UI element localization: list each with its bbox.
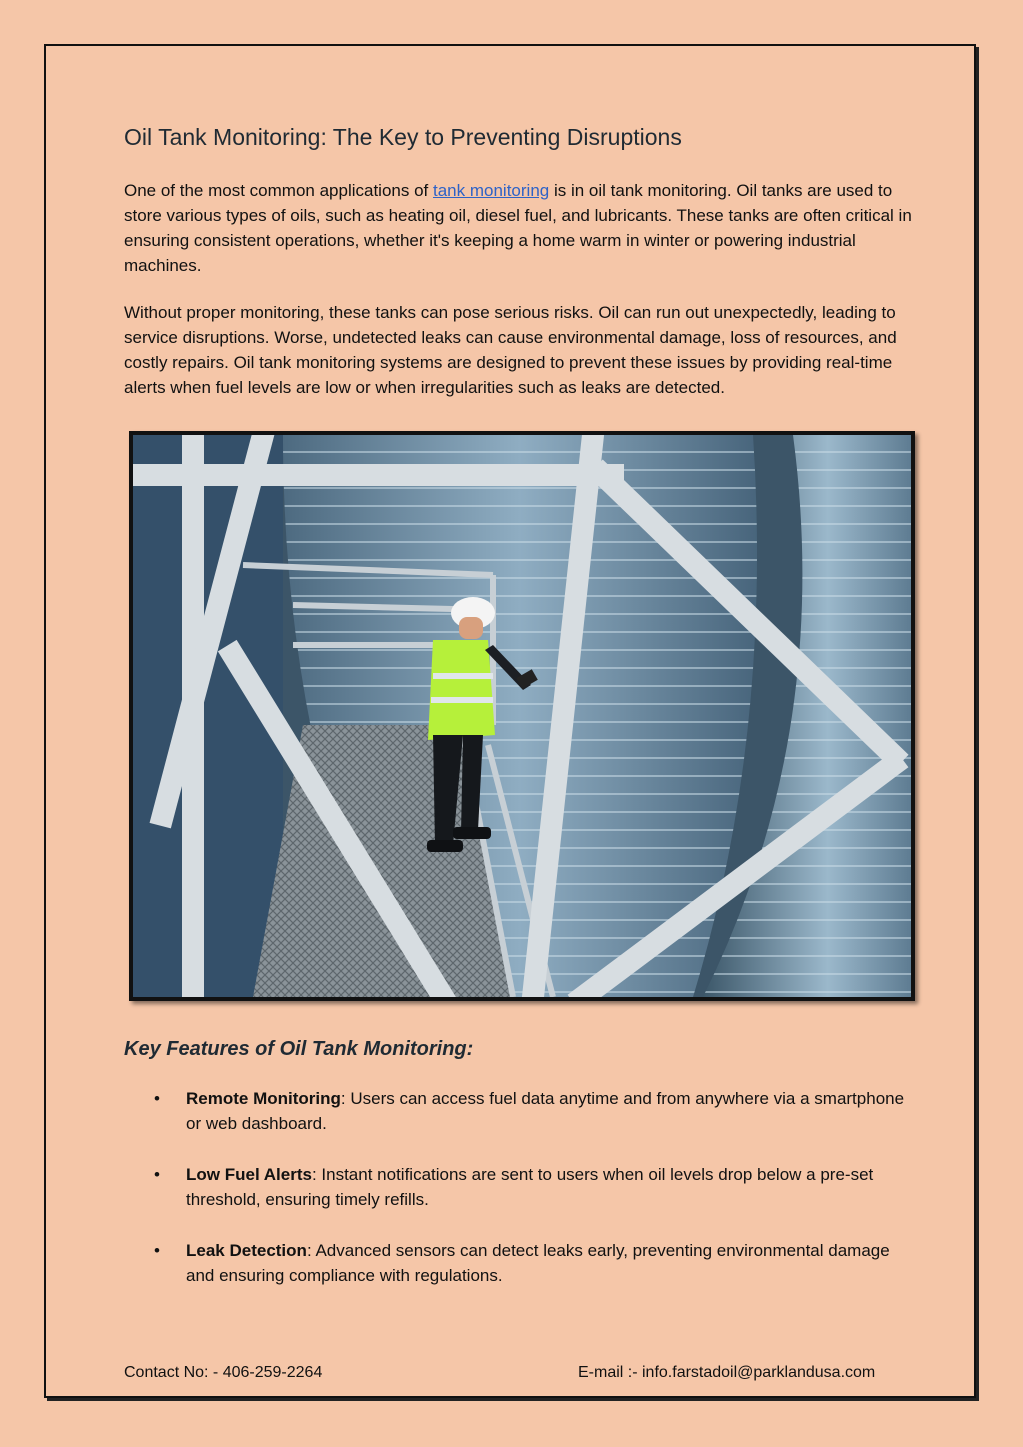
feature-low-fuel-alerts (124, 1162, 914, 1212)
feature-name: Remote Monitoring (186, 1089, 341, 1108)
contact-number: Contact No: - 406-259-2264 (124, 1364, 323, 1381)
feature-description: : Instant notifications are sent to users when oil levels drop below a pre-set threshold, ensuring timely refills. (186, 1165, 874, 1209)
feature-name: Low Fuel Alerts (186, 1165, 312, 1184)
feature-name: Leak Detection (186, 1241, 307, 1260)
intro-paragraph: One of the most common applications of tank monitoring is in oil tank monitoring. Oil tanks are used to store various types of oils, such as heating oil, diesel fuel, and lubricants. These tanks are often critical in ensuring consistent operations, whether it's keeping a home warm in winter or powering industrial machines. (124, 181, 912, 275)
page-title: Oil Tank Monitoring: The Key to Preventing Disruptions (124, 124, 682, 150)
tank-monitoring-link[interactable]: tank monitoring (433, 181, 550, 200)
contact-email: E-mail :- info.farstadoil@parklandusa.com (578, 1364, 876, 1381)
feature-description: : Advanced sensors can detect leaks early, preventing environmental damage and ensuring compliance with regulations. (186, 1241, 890, 1285)
oil-tank-worker-photo (129, 431, 915, 1001)
features-heading: Key Features of Oil Tank Monitoring: (124, 1038, 474, 1060)
risks-paragraph: Without proper monitoring, these tanks can pose serious risks. Oil can run out unexpectedly, leading to service disruptions. Worse, undetected leaks can cause environmental damage, loss of resources, and costly repairs. Oil tank monitoring systems are designed to prevent these issues by providing real-time alerts when fuel levels are low or when irregularities such as leaks are detected. (124, 303, 897, 397)
feature-remote-monitoring (124, 1086, 914, 1136)
feature-description: : Users can access fuel data anytime and from anywhere via a smartphone or web dashboard. (186, 1089, 905, 1133)
feature-leak-detection (124, 1238, 914, 1288)
bullet-icon: • (154, 1089, 160, 1108)
photo-illustration (133, 435, 911, 997)
bullet-icon: • (154, 1165, 160, 1184)
bullet-icon: • (154, 1241, 160, 1260)
features-list (124, 1086, 914, 1314)
